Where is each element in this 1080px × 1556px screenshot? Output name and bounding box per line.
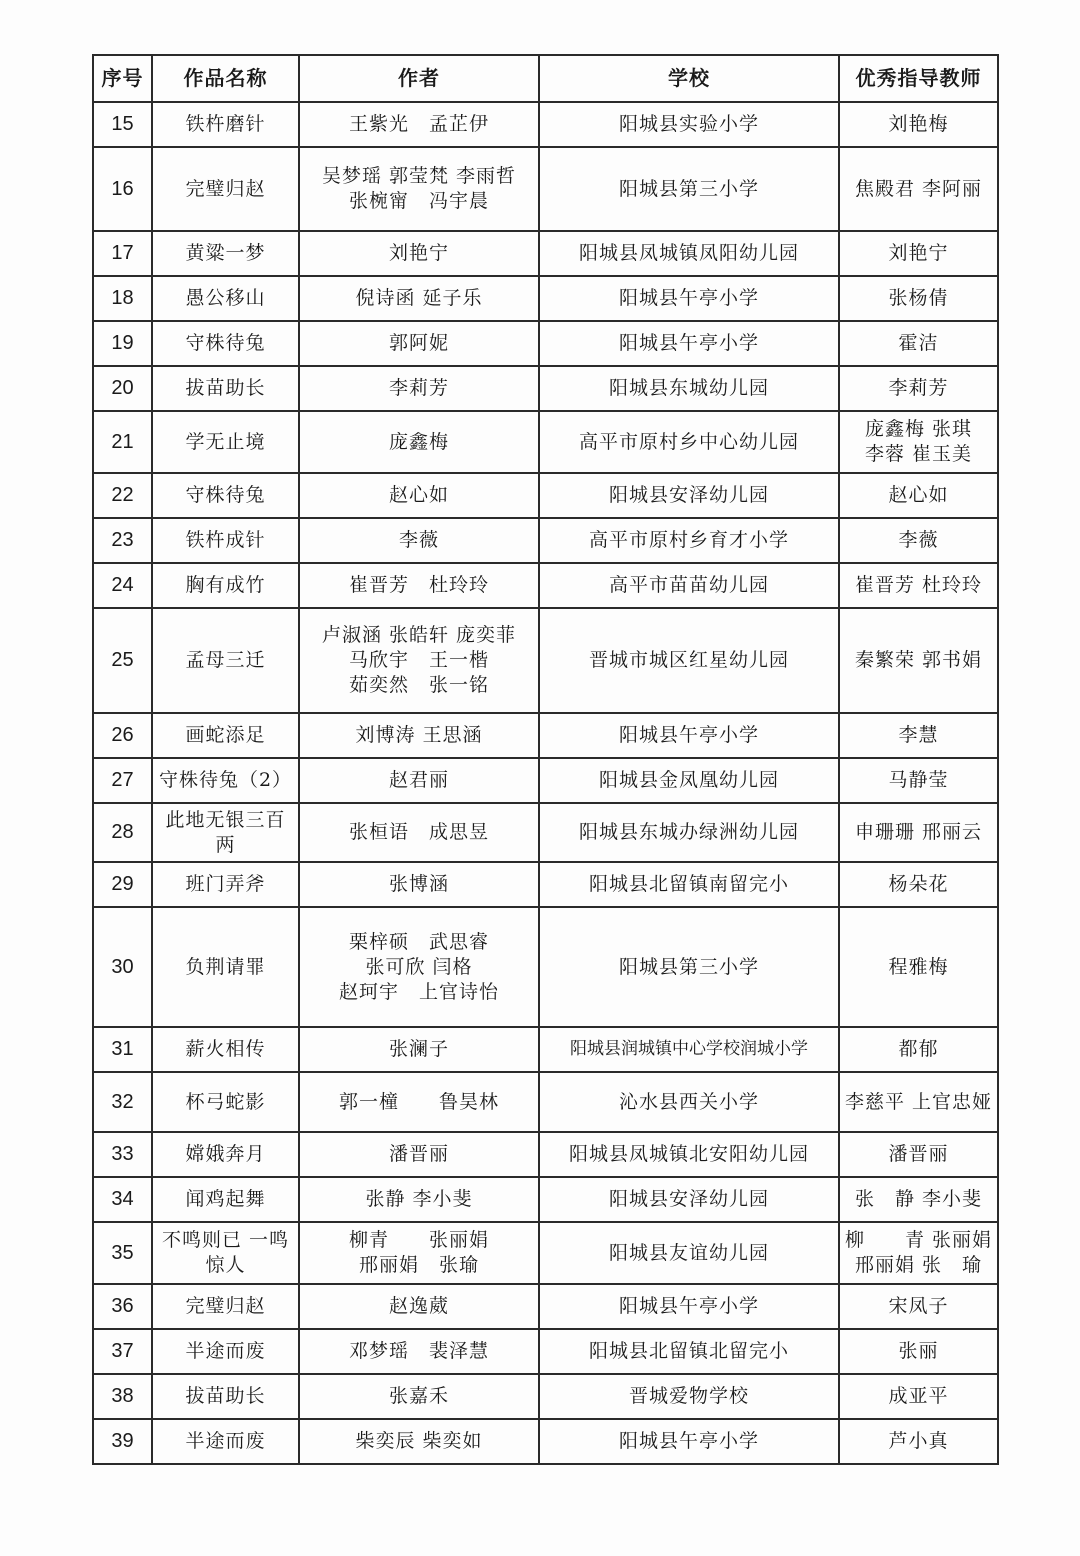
teacher: 张丽 — [839, 1329, 998, 1374]
school: 阳城县实验小学 — [539, 102, 839, 147]
authors: 赵君丽 — [299, 758, 539, 803]
work-title: 画蛇添足 — [152, 713, 299, 758]
school: 高平市苗苗幼儿园 — [539, 563, 839, 608]
row-num: 36 — [93, 1284, 152, 1329]
teacher: 李莉芳 — [839, 366, 998, 411]
authors: 倪诗函 延子乐 — [299, 276, 539, 321]
authors: 张澜子 — [299, 1027, 539, 1072]
authors: 李薇 — [299, 518, 539, 563]
table-row — [93, 803, 998, 862]
school: 阳城县午亭小学 — [539, 1419, 839, 1464]
header-num: 序号 — [93, 55, 152, 102]
teacher: 赵心如 — [839, 473, 998, 518]
authors: 卢淑涵 张皓轩 庞奕菲 马欣宇 王一楷 茹奕然 张一铭 — [299, 608, 539, 713]
table-row — [93, 608, 998, 713]
teacher: 杨朵花 — [839, 862, 998, 907]
table-row — [93, 1132, 998, 1177]
table-row — [93, 473, 998, 518]
table-row — [93, 276, 998, 321]
school: 阳城县东城办绿洲幼儿园 — [539, 803, 839, 862]
work-title: 闻鸡起舞 — [152, 1177, 299, 1222]
row-num: 21 — [93, 411, 152, 473]
table-row — [93, 321, 998, 366]
school: 阳城县润城镇中心学校润城小学 — [539, 1027, 839, 1072]
school: 高平市原村乡育才小学 — [539, 518, 839, 563]
table-row — [93, 1222, 998, 1284]
row-num: 15 — [93, 102, 152, 147]
school: 阳城县午亭小学 — [539, 321, 839, 366]
row-num: 28 — [93, 803, 152, 862]
table-row — [93, 758, 998, 803]
table-row — [93, 1419, 998, 1464]
authors: 李莉芳 — [299, 366, 539, 411]
teacher: 秦繁荣 郭书娟 — [839, 608, 998, 713]
work-title: 完璧归赵 — [152, 147, 299, 231]
school: 阳城县第三小学 — [539, 907, 839, 1027]
table-row — [93, 1177, 998, 1222]
authors: 张博涵 — [299, 862, 539, 907]
table-row — [93, 862, 998, 907]
authors: 郭阿妮 — [299, 321, 539, 366]
authors: 郭一橦 鲁昊林 — [299, 1072, 539, 1132]
table-row — [93, 1284, 998, 1329]
table-row — [93, 1027, 998, 1072]
row-num: 23 — [93, 518, 152, 563]
row-num: 37 — [93, 1329, 152, 1374]
school: 阳城县安泽幼儿园 — [539, 473, 839, 518]
header-row — [93, 55, 998, 102]
work-title: 薪火相传 — [152, 1027, 299, 1072]
work-title: 铁杵成针 — [152, 518, 299, 563]
row-num: 27 — [93, 758, 152, 803]
teacher: 成亚平 — [839, 1374, 998, 1419]
teacher: 张杨倩 — [839, 276, 998, 321]
row-num: 29 — [93, 862, 152, 907]
table-row — [93, 231, 998, 276]
work-title: 半途而废 — [152, 1329, 299, 1374]
school: 阳城县午亭小学 — [539, 1284, 839, 1329]
header-authors: 作者 — [299, 55, 539, 102]
work-title: 拔苗助长 — [152, 366, 299, 411]
school: 阳城县凤城镇北安阳幼儿园 — [539, 1132, 839, 1177]
teacher: 张 静 李小斐 — [839, 1177, 998, 1222]
row-num: 25 — [93, 608, 152, 713]
table-row — [93, 563, 998, 608]
work-title: 孟母三迁 — [152, 608, 299, 713]
work-title: 胸有成竹 — [152, 563, 299, 608]
authors: 柳青 张丽娟 邢丽娟 张瑜 — [299, 1222, 539, 1284]
authors: 栗梓硕 武思睿 张可欣 闫格 赵珂宇 上官诗怡 — [299, 907, 539, 1027]
table-row — [93, 1374, 998, 1419]
header-title: 作品名称 — [152, 55, 299, 102]
teacher: 李慈平 上官忠娅 — [839, 1072, 998, 1132]
work-title: 守株待兔（2） — [152, 758, 299, 803]
work-title: 完璧归赵 — [152, 1284, 299, 1329]
row-num: 33 — [93, 1132, 152, 1177]
authors: 赵心如 — [299, 473, 539, 518]
school: 阳城县凤城镇凤阳幼儿园 — [539, 231, 839, 276]
authors: 吴梦瑶 郭莹梵 李雨哲 张椀甯 冯宇晨 — [299, 147, 539, 231]
row-num: 17 — [93, 231, 152, 276]
work-title: 班门弄斧 — [152, 862, 299, 907]
school: 阳城县金凤凰幼儿园 — [539, 758, 839, 803]
authors: 张桓语 成思昱 — [299, 803, 539, 862]
table-row — [93, 713, 998, 758]
work-title: 杯弓蛇影 — [152, 1072, 299, 1132]
work-title: 守株待兔 — [152, 321, 299, 366]
school: 阳城县东城幼儿园 — [539, 366, 839, 411]
authors: 张嘉禾 — [299, 1374, 539, 1419]
authors: 王紫光 孟芷伊 — [299, 102, 539, 147]
row-num: 38 — [93, 1374, 152, 1419]
school: 阳城县午亭小学 — [539, 276, 839, 321]
school: 晋城市城区红星幼儿园 — [539, 608, 839, 713]
work-title: 不鸣则已 一鸣 惊人 — [152, 1222, 299, 1284]
teacher: 庞鑫梅 张琪 李蓉 崔玉美 — [839, 411, 998, 473]
table-row — [93, 1072, 998, 1132]
header-school: 学校 — [539, 55, 839, 102]
school: 阳城县北留镇南留完小 — [539, 862, 839, 907]
teacher: 宋凤子 — [839, 1284, 998, 1329]
school: 沁水县西关小学 — [539, 1072, 839, 1132]
work-title: 守株待兔 — [152, 473, 299, 518]
authors: 柴奕辰 柴奕如 — [299, 1419, 539, 1464]
work-title: 负荆请罪 — [152, 907, 299, 1027]
table-row — [93, 1329, 998, 1374]
authors: 赵逸葳 — [299, 1284, 539, 1329]
school: 阳城县午亭小学 — [539, 713, 839, 758]
row-num: 20 — [93, 366, 152, 411]
teacher: 马静莹 — [839, 758, 998, 803]
teacher: 李薇 — [839, 518, 998, 563]
teacher: 李慧 — [839, 713, 998, 758]
work-title: 半途而废 — [152, 1419, 299, 1464]
school: 高平市原村乡中心幼儿园 — [539, 411, 839, 473]
teacher: 霍洁 — [839, 321, 998, 366]
teacher: 潘晋丽 — [839, 1132, 998, 1177]
header-teacher: 优秀指导教师 — [839, 55, 998, 102]
row-num: 26 — [93, 713, 152, 758]
row-num: 32 — [93, 1072, 152, 1132]
school: 阳城县友谊幼儿园 — [539, 1222, 839, 1284]
teacher: 申珊珊 邢丽云 — [839, 803, 998, 862]
school: 晋城爱物学校 — [539, 1374, 839, 1419]
authors: 潘晋丽 — [299, 1132, 539, 1177]
award-table — [92, 54, 999, 1465]
school: 阳城县安泽幼儿园 — [539, 1177, 839, 1222]
row-num: 18 — [93, 276, 152, 321]
work-title: 黄粱一梦 — [152, 231, 299, 276]
teacher: 焦殿君 李阿丽 — [839, 147, 998, 231]
teacher: 柳 青 张丽娟 邢丽娟 张 瑜 — [839, 1222, 998, 1284]
work-title: 嫦娥奔月 — [152, 1132, 299, 1177]
row-num: 16 — [93, 147, 152, 231]
row-num: 24 — [93, 563, 152, 608]
school: 阳城县第三小学 — [539, 147, 839, 231]
teacher: 刘艳宁 — [839, 231, 998, 276]
teacher: 刘艳梅 — [839, 102, 998, 147]
table-row — [93, 102, 998, 147]
work-title: 铁杵磨针 — [152, 102, 299, 147]
teacher: 崔晋芳 杜玲玲 — [839, 563, 998, 608]
work-title: 愚公移山 — [152, 276, 299, 321]
authors: 刘艳宁 — [299, 231, 539, 276]
authors: 崔晋芳 杜玲玲 — [299, 563, 539, 608]
work-title: 拔苗助长 — [152, 1374, 299, 1419]
authors: 邓梦瑶 裴泽慧 — [299, 1329, 539, 1374]
table-row — [93, 907, 998, 1027]
authors: 张静 李小斐 — [299, 1177, 539, 1222]
row-num: 31 — [93, 1027, 152, 1072]
school: 阳城县北留镇北留完小 — [539, 1329, 839, 1374]
row-num: 35 — [93, 1222, 152, 1284]
row-num: 19 — [93, 321, 152, 366]
authors: 刘博涛 王思涵 — [299, 713, 539, 758]
table-row — [93, 147, 998, 231]
row-num: 30 — [93, 907, 152, 1027]
authors: 庞鑫梅 — [299, 411, 539, 473]
teacher: 芦小真 — [839, 1419, 998, 1464]
table-row — [93, 411, 998, 473]
table-row — [93, 366, 998, 411]
work-title: 此地无银三百 两 — [152, 803, 299, 862]
teacher: 程雅梅 — [839, 907, 998, 1027]
table-row — [93, 518, 998, 563]
work-title: 学无止境 — [152, 411, 299, 473]
row-num: 34 — [93, 1177, 152, 1222]
row-num: 39 — [93, 1419, 152, 1464]
teacher: 都郁 — [839, 1027, 998, 1072]
row-num: 22 — [93, 473, 152, 518]
